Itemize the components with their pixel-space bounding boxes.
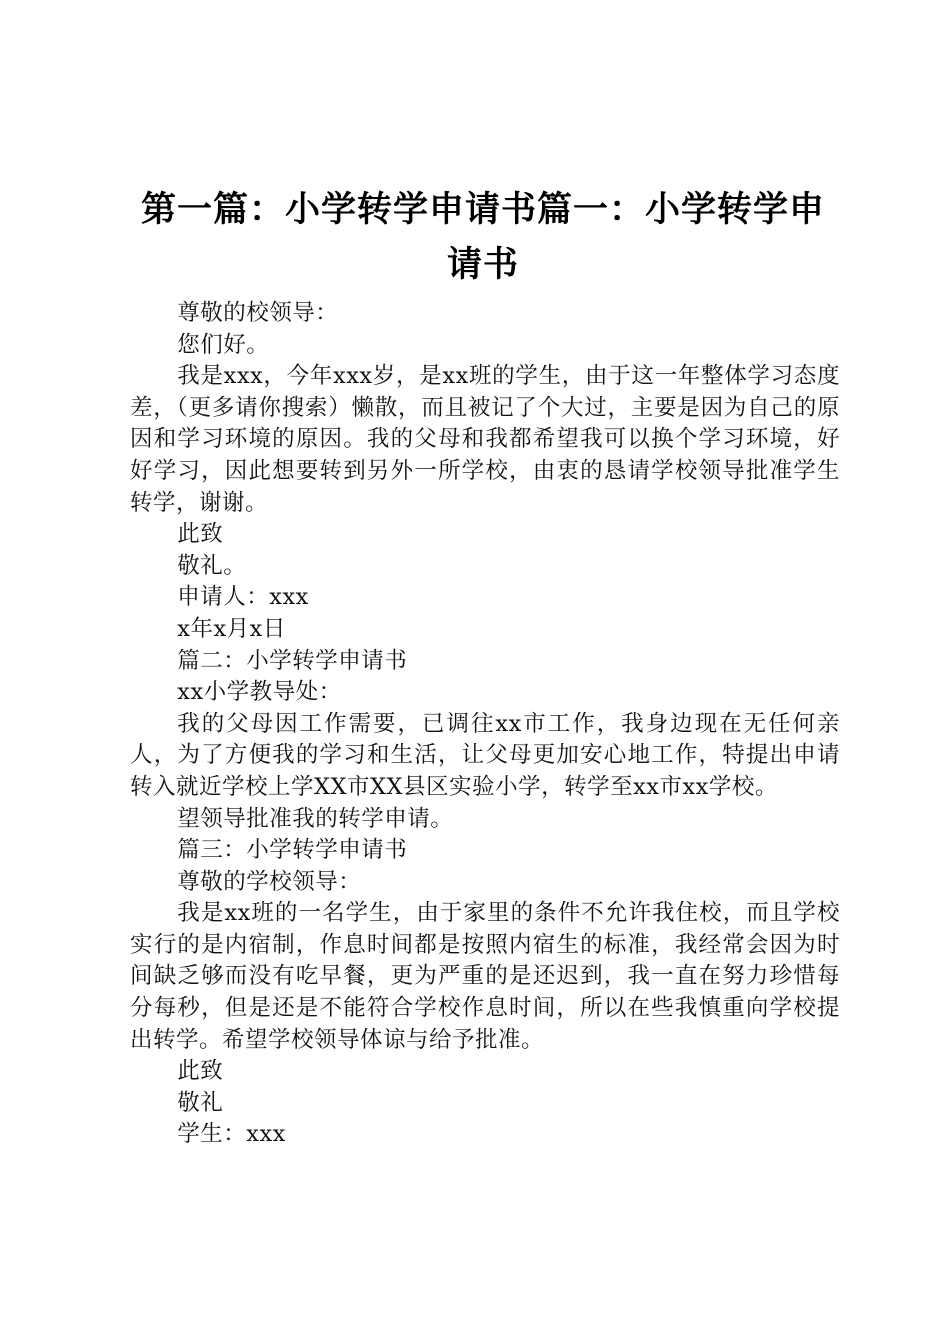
request-line: 望领导批准我的转学申请。 <box>177 805 454 832</box>
closing-salute: 敬礼 <box>177 1089 224 1116</box>
document-title: 第一篇：小学转学申请书篇一：小学转学申请书 <box>140 190 825 285</box>
student-signature: 学生：xxx <box>177 1121 286 1148</box>
date-line: x年x月x日 <box>177 615 286 642</box>
section-heading: 篇二：小学转学申请书 <box>177 647 408 674</box>
closing-line: 此致 <box>177 1058 224 1085</box>
applicant-signature: 申请人：xxx <box>177 584 309 611</box>
body-paragraph: 我的父母因工作需要，已调往xx市工作，我身边现在无任何亲人，为了方便我的学习和生活，让父母更加安心地工作，特提出申请转入就近学校上学XX市XX县区实验小学，转学至xx市xx学校。 <box>130 710 840 800</box>
section-heading: 篇三：小学转学申请书 <box>177 837 408 864</box>
document-body <box>130 298 840 1151</box>
body-paragraph: 我是xx班的一名学生，由于家里的条件不允许我住校，而且学校实行的是内宿制，作息时间都是按照内宿生的标准，我经常会因为时间缺乏够而没有吃早餐，更为严重的是还迟到，我一直在努力珍惜每分每秒，但是还是不能符合学校作息时间，所以在些我慎重向学校提出转学。希望学校领导体谅与给予批准。 <box>130 900 840 1053</box>
closing-line: 此致 <box>177 521 224 548</box>
closing-salute: 敬礼。 <box>177 552 247 579</box>
body-paragraph: 我是xxx，今年xxx岁，是xx班的学生，由于这一年整体学习态度差，（更多请你搜索）懒散，而且被记了个大过，主要是因为自己的原因和学习环境的原因。我的父母和我都希望我可以换个学习环境，好好学习，因此想要转到另外一所学校，由衷的恳请学校领导批准学生转学，谢谢。 <box>130 363 840 516</box>
salutation: 尊敬的学校领导： <box>177 868 362 895</box>
recipient-line: xx小学教导处： <box>177 679 342 706</box>
salutation: 尊敬的校领导： <box>177 300 339 326</box>
greeting: 您们好。 <box>177 331 270 358</box>
